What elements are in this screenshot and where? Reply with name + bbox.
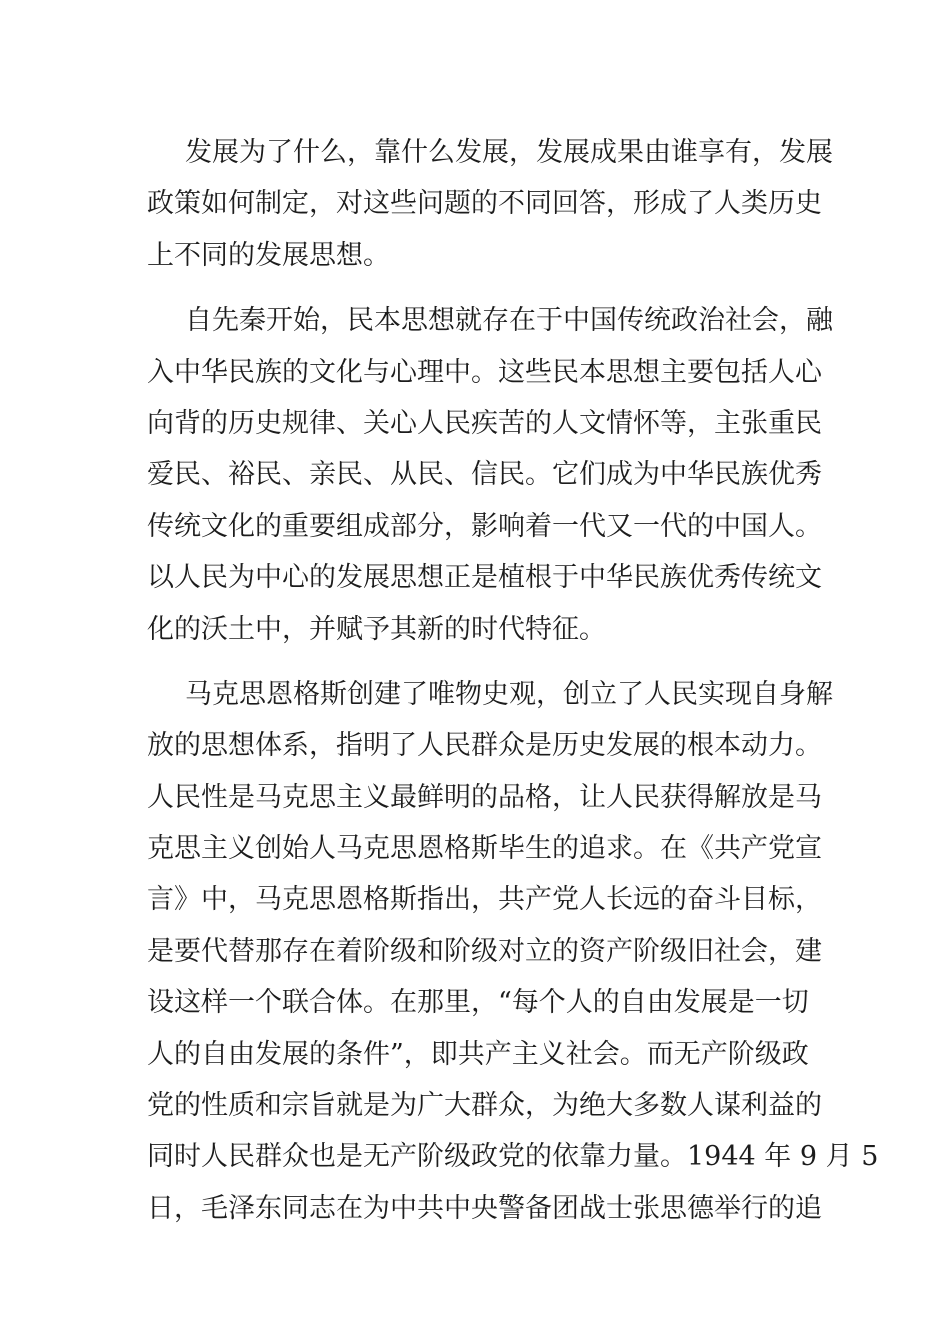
paragraph-line: 言》中，马克思恩格斯指出，共产党人长远的奋斗目标， — [147, 884, 822, 916]
paragraph-line: 以人民为中心的发展思想正是植根于中华民族优秀传统文 — [147, 562, 822, 594]
paragraph-line: 党的性质和宗旨就是为广大群众，为绝大多数人谋利益的 — [147, 1090, 822, 1122]
paragraph-3 — [147, 675, 879, 1240]
paragraph-line: 自先秦开始，民本思想就存在于中国传统政治社会，融 — [185, 305, 833, 337]
paragraph-line: 上不同的发展思想。 — [147, 239, 390, 271]
paragraph-line: 人的自由发展的条件”，即共产主义社会。而无产阶级政 — [147, 1038, 809, 1070]
paragraph-line: 向背的历史规律、关心人民疾苦的人文情怀等，主张重民 — [147, 407, 822, 439]
paragraph-line: 传统文化的重要组成部分，影响着一代又一代的中国人。 — [147, 510, 822, 542]
paragraph-line: 爱民、裕民、亲民、从民、信民。它们成为中华民族优秀 — [147, 459, 822, 491]
paragraph-line: 克思主义创始人马克思恩格斯毕生的追求。在《共产党宣 — [147, 833, 822, 865]
paragraph-line: 入中华民族的文化与心理中。这些民本思想主要包括人心 — [147, 356, 822, 388]
paragraph-line: 日，毛泽东同志在为中共中央警备团战士张思德举行的追 — [147, 1192, 822, 1224]
paragraph-line: 政策如何制定，对这些问题的不同回答，形成了人类历史 — [147, 188, 822, 220]
paragraph-line: 化的沃土中，并赋予其新的时代特征。 — [147, 613, 606, 645]
paragraph-line: 发展为了什么，靠什么发展，发展成果由谁享有，发展 — [185, 137, 833, 168]
paragraph-line: 马克思恩格斯创建了唯物史观，创立了人民实现自身解 — [185, 678, 833, 710]
paragraph-line: 是要代替那存在着阶级和阶级对立的资产阶级旧社会，建 — [147, 935, 822, 967]
body-text — [147, 133, 879, 1254]
paragraph-line: 人民性是马克思主义最鲜明的品格，让人民获得解放是马 — [147, 781, 822, 813]
paragraph-line: 设这样一个联合体。在那里，“每个人的自由发展是一切 — [147, 987, 809, 1019]
paragraph-line: 同时人民群众也是无产阶级政党的依靠力量。1944 年 9 月 5 — [147, 1141, 879, 1173]
paragraph-1 — [147, 133, 833, 287]
paragraph-2 — [147, 301, 833, 661]
paragraph-line: 放的思想体系，指明了人民群众是历史发展的根本动力。 — [147, 730, 822, 762]
